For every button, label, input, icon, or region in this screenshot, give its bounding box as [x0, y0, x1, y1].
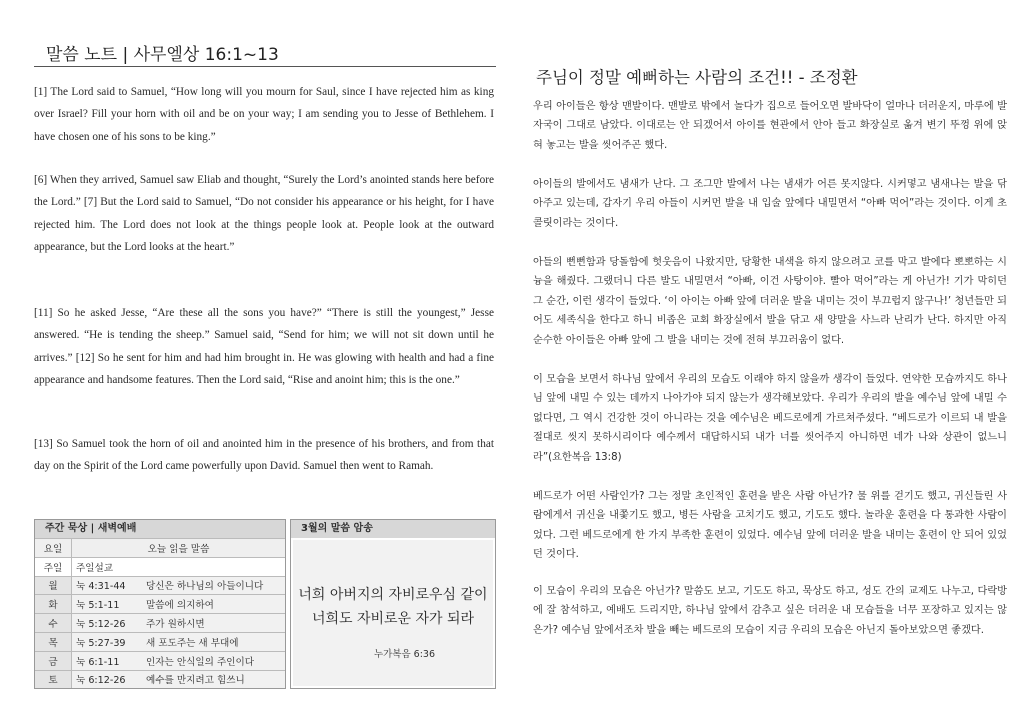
- reading-ref: 눅 5:1-11: [76, 600, 120, 612]
- passage-paragraph-1: [1] The Lord said to Samuel, “How long will you mourn for Saul, since I have rejected him as king over Israel? Fill your horn with oil and be on your way; I am sending you to Jesse of Bethlehem. I have chosen one of his sons to be king.”: [34, 86, 494, 143]
- sermon-paragraph-1: 우리 아이들은 항상 맨발이다. 맨발로 밖에서 놀다가 집으로 들어오면 발바닥이 얼마나 더러운지, 마루에 발자국이 그대로 남았다. 이대로는 안 되겠어서 아이를 현관에서 안아 들고 화장실로 옮겨 변기 뚜껑 위에 앉혀 놓고는 발을 씻어주곤 했다.: [533, 101, 1007, 151]
- day-cell: 금: [35, 651, 72, 670]
- sermon-paragraph-5: 베드로가 어떤 사람인가? 그는 정말 초인적인 훈련을 받은 사람 아닌가? 물 위를 걷기도 했고, 귀신들린 사람에게서 귀신을 내쫓기도 했고, 병든 사람을 고치기도 했고, 기도도 했다. 놀라운 훈련을 다 통과한 사람이었다. 그런 베드로에게 한 가지 부족한 훈련이 있었다. 예수님 앞에 더러운 발을 내미는 훈련이 안 되어 있었던 것이다.: [533, 491, 1007, 561]
- col-reading-header: 오늘 읽을 말씀: [72, 539, 286, 558]
- day-cell: 월: [35, 576, 72, 595]
- sermon-paragraph-6: 이 모습이 우리의 모습은 아닌가? 말씀도 보고, 기도도 하고, 묵상도 하고, 성도 간의 교제도 나누고, 다락방에 잘 참석하고, 예배도 드리지만, 하나님 앞에서 감추고 싶은 더러운 내 모습들을 너무 포장하고 있지는 않은가? 예수님 앞에서조차 발을 빼는 베드로의 모습이 지금 우리의 모습은 아닌지 돌아보았으면 좋겠다.: [533, 586, 1007, 636]
- table-row: [35, 614, 285, 633]
- reading-ref: 눅 5:27-39: [76, 637, 126, 649]
- day-cell: 목: [35, 632, 72, 651]
- weekly-title: 주간 묵상 | 새벽예배: [35, 520, 285, 538]
- reading-ref: 눅 6:12-26: [76, 675, 126, 687]
- memory-verse-line-2: 너희도 자비로운 자가 되라: [311, 611, 475, 627]
- reading-title: 당신은 하나님의 아들이니다: [146, 581, 264, 593]
- sermon-title: 주님이 정말 예뻐하는 사람의 조건!! - 조정환: [536, 68, 858, 87]
- reading-title: 인자는 안식일의 주인이다: [146, 656, 255, 668]
- memory-title: 3월의 말씀 암송: [291, 520, 495, 538]
- memory-verse-line-1: 너희 아버지의 자비로우심 같이: [298, 587, 488, 603]
- memory-verse-panel: [293, 540, 493, 686]
- day-cell: 토: [35, 670, 72, 688]
- col-day-header: 요일: [35, 539, 72, 558]
- reading-ref: 주일설교: [76, 562, 114, 574]
- weekly-reading-table: [34, 519, 286, 689]
- reading-ref: 눅 5:12-26: [76, 619, 126, 631]
- table-row: [35, 632, 285, 651]
- table-row: [35, 557, 285, 576]
- reading-title: 예수를 만지려고 힘쓰니: [146, 675, 245, 687]
- table-row: [35, 576, 285, 595]
- memory-verse-box: [290, 519, 496, 689]
- reading-title: 주가 원하시면: [146, 619, 205, 631]
- table-row: [35, 595, 285, 614]
- passage-paragraph-3: [11] So he asked Jesse, “Are these all the sons you have?” “There is still the youngest,” Jesse answered. “He is tending the sheep.” Samuel said, “Send for him; we will not sit down until he arrives.” [12] So he sent for him and had him brought in. He was glowing with health and had a fine appearance and handsome features. Then the Lord said, “Rise and anoint him; this is the one.”: [34, 307, 494, 387]
- passage-paragraph-4: [13] So Samuel took the horn of oil and anointed him in the presence of his brothers, and from that day on the Spirit of the Lord came powerfully upon David. Samuel then went to Ramah.: [34, 438, 494, 473]
- reading-title: 새 포도주는 새 부대에: [146, 637, 239, 649]
- sermon-paragraph-3: 아들의 뻔뻔함과 당돌함에 헛웃음이 나왔지만, 당황한 내색을 하지 않으려고 코를 막고 발에다 뽀뽀하는 시늉을 해줬다. 그랬더니 다른 발도 내밀면서 “아빠, 이건 사탕이야. 빨아 먹어”라는 게 아닌가! 기가 막히던 그 순간, 이런 생각이 들었다. ‘이 아이는 아빠 앞에 더러운 발을 내미는 것이 부끄럽지 않구나!’ 청년들만 되어도 세족식을 한다고 하니 비좁은 교회 화장실에서 발을 닦고 새 양말을 사느라 난리가 난다. 하지만 아직 순수한 아이들은 아빠 앞에 그 발을 내미는 것에 전혀 부끄러움이 없다.: [533, 257, 1007, 346]
- table-row: [35, 670, 285, 688]
- title-divider: [34, 66, 496, 67]
- page-title: 말씀 노트 | 사무엘상 16:1~13: [46, 45, 279, 65]
- reading-ref: 눅 4:31-44: [76, 581, 126, 593]
- day-cell: 수: [35, 614, 72, 633]
- day-cell: 화: [35, 595, 72, 614]
- day-cell: 주일: [35, 557, 72, 576]
- reading-ref: 눅 6:1-11: [76, 656, 120, 668]
- memory-verse-reference: 누가복음 6:36: [373, 649, 435, 660]
- table-row: [35, 651, 285, 670]
- reading-title: 말씀에 의지하여: [146, 600, 214, 612]
- passage-paragraph-2: [6] When they arrived, Samuel saw Eliab and thought, “Surely the Lord’s anointed stands here before the Lord.” [7] But the Lord said to Samuel, “Do not consider his appearance or his height, for I have rejected him. The Lord does not look at the things people look at. People look at the outward appearance, but the Lord looks at the heart.”: [34, 174, 494, 254]
- sermon-paragraph-2: 아이들의 발에서도 냄새가 난다. 그 조그만 발에서 나는 냄새가 어른 못지않다. 시커멓고 냄새나는 발을 닦아주고 있는데, 갑자기 우리 아들이 시커먼 발을 내 입술 앞에다 내밀면서 “아빠 먹어”라는 것이다. 이게 초콜릿이라는 것이다.: [533, 179, 1007, 229]
- sermon-paragraph-4: 이 모습을 보면서 하나님 앞에서 우리의 모습도 이래야 하지 않을까 생각이 들었다. 연약한 모습까지도 하나님 앞에 내밀 수 있는 데까지 나아가야 되지 않는가 생각해보았다. 우리가 우리의 발을 예수님 앞에 내밀 수 없다면, 그 역시 건강한 것이 아니라는 것을 예수님은 베드로에게 가르쳐주셨다. “베드로가 이르되 내 발을 절대로 씻지 못하시리이다 예수께서 대답하시되 내가 너를 씻어주지 아니하면 네가 나와 상관이 없느니라”(요한복음 13:8): [533, 374, 1007, 463]
